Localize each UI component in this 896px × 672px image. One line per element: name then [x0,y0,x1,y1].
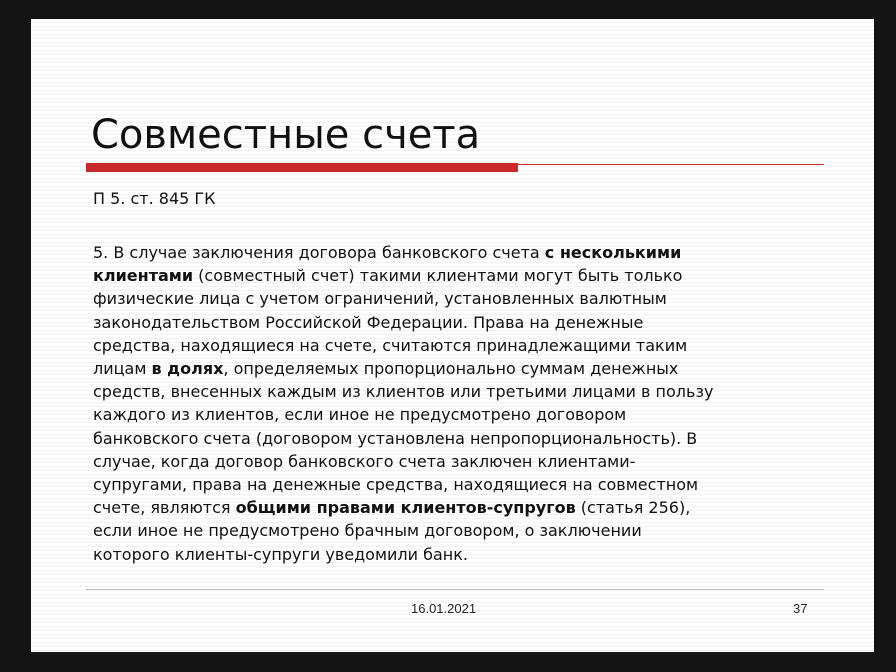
slide [31,19,874,652]
text-run: средств, внесенных каждым из клиентов или третьими лицами в пользу [93,382,714,402]
text-run: которого клиенты-супруги уведомили банк. [93,544,469,564]
text-run: лицам [93,359,152,379]
bold-text-run: в долях [151,359,224,379]
text-run: счете, являются [93,498,236,518]
footer-date: 16.01.2021 [411,601,477,616]
body-line [93,287,823,310]
slide-body-text [93,241,823,566]
body-line [93,519,823,542]
body-line [93,403,823,426]
text-run: законодательством Российской Федерации. Права на денежные [93,312,644,332]
page-number: 37 [793,601,808,616]
text-run: (статья 256), [575,498,691,518]
body-line [93,311,823,334]
body-line [93,473,823,496]
text-run: каждого из клиентов, если иное не предусмотрено договором [93,405,627,425]
body-line [93,241,823,264]
body-line [93,334,823,357]
title-accent-bar [86,163,518,172]
text-run: банковского счета (договором установлена непропорциональность). В [93,428,698,448]
text-run: средства, находящиеся на счете, считаются принадлежащими таким [93,335,688,355]
text-run: 5. В случае заключения договора банковского счета [93,243,545,262]
body-line [93,496,823,519]
body-line [93,543,823,566]
text-run: , определяемых пропорционально суммам денежных [223,359,679,379]
body-line [93,380,823,403]
text-run: физические лица с учетом ограничений, установленных валютным [93,289,667,309]
bold-text-run: клиентами [93,266,194,286]
text-run: если иное не предусмотрено брачным договором, о заключении [93,521,642,541]
body-line [93,450,823,473]
slide-title: Совместные счета [91,112,481,158]
bold-text-run: общими правами клиентов-супругов [235,498,576,518]
body-line [93,264,823,287]
text-run: случае, когда договор банковского счета заключен клиентами- [93,451,636,471]
footer-divider [86,589,824,590]
text-run: (совместный счет) такими клиентами могут быть только [193,266,683,286]
body-line [93,357,823,380]
body-line [93,427,823,450]
bold-text-run: с несколькими [544,243,682,262]
slide-subtitle: П 5. ст. 845 ГК [93,189,216,208]
text-run: супругами, права на денежные средства, находящиеся на совместном [93,475,699,495]
